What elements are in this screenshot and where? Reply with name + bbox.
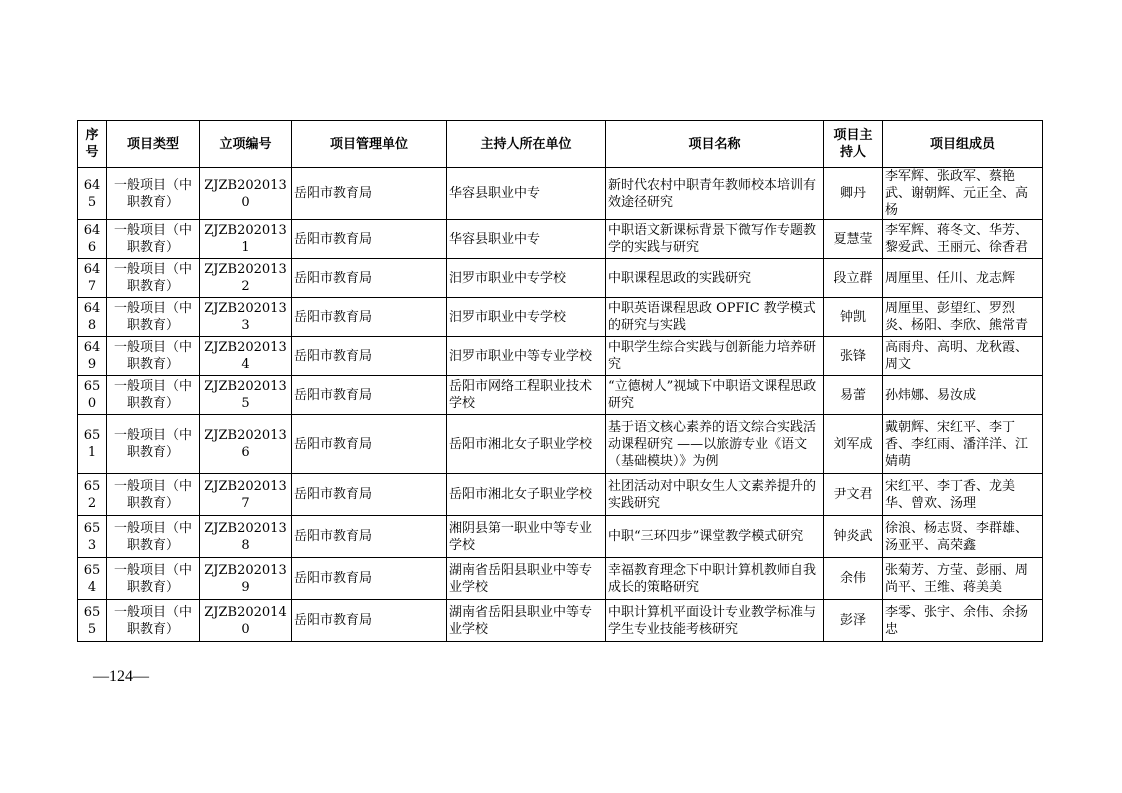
cell-seq: 650	[78, 376, 107, 415]
cell-host: 钟炎武	[824, 516, 883, 558]
cell-host: 段立群	[824, 259, 883, 298]
cell-name: “立德树人”视域下中职语文课程思政研究	[606, 376, 824, 415]
cell-members: 孙炜娜、易汝成	[883, 376, 1043, 415]
table-row	[78, 259, 1043, 298]
cell-seq: 645	[78, 168, 107, 220]
cell-host-unit: 岳阳市网络工程职业技术学校	[447, 376, 606, 415]
table-body	[78, 168, 1043, 642]
cell-type: 一般项目（中职教育）	[107, 376, 200, 415]
cell-host: 彭泽	[824, 600, 883, 642]
cell-host: 卿丹	[824, 168, 883, 220]
cell-seq: 652	[78, 474, 107, 516]
cell-seq: 646	[78, 220, 107, 259]
cell-type: 一般项目（中职教育）	[107, 415, 200, 474]
cell-type: 一般项目（中职教育）	[107, 298, 200, 337]
cell-members: 李零、张宇、余伟、余扬忠	[883, 600, 1043, 642]
cell-name: 幸福教育理念下中职计算机教师自我成长的策略研究	[606, 558, 824, 600]
cell-host: 钟凯	[824, 298, 883, 337]
cell-host-unit: 岳阳市湘北女子职业学校	[447, 474, 606, 516]
cell-type: 一般项目（中职教育）	[107, 600, 200, 642]
cell-mgmt: 岳阳市教育局	[292, 474, 447, 516]
cell-code: ZJZB2020139	[200, 558, 292, 600]
cell-name: 基于语文核心素养的语文综合实践活动课程研究 ——以旅游专业《语文（基础模块）》为例	[606, 415, 824, 474]
cell-name: 中职学生综合实践与创新能力培养研究	[606, 337, 824, 376]
cell-code: ZJZB2020134	[200, 337, 292, 376]
cell-seq: 651	[78, 415, 107, 474]
cell-seq: 647	[78, 259, 107, 298]
cell-name: 中职“三环四步”课堂教学模式研究	[606, 516, 824, 558]
header-name: 项目名称	[606, 121, 824, 168]
cell-code: ZJZB2020131	[200, 220, 292, 259]
header-seq: 序号	[78, 121, 107, 168]
table-row	[78, 376, 1043, 415]
cell-host-unit: 汨罗市职业中等专业学校	[447, 337, 606, 376]
header-type: 项目类型	[107, 121, 200, 168]
table-row	[78, 298, 1043, 337]
cell-host-unit: 岳阳市湘北女子职业学校	[447, 415, 606, 474]
header-code: 立项编号	[200, 121, 292, 168]
table-row	[78, 600, 1043, 642]
cell-mgmt: 岳阳市教育局	[292, 415, 447, 474]
cell-members: 戴朝辉、宋红平、李丁香、李红雨、潘洋洋、江婧萌	[883, 415, 1043, 474]
cell-host: 张锋	[824, 337, 883, 376]
cell-seq: 654	[78, 558, 107, 600]
header-host-unit: 主持人所在单位	[447, 121, 606, 168]
table-row	[78, 516, 1043, 558]
table-row	[78, 474, 1043, 516]
header-members: 项目组成员	[883, 121, 1043, 168]
table-header-row	[78, 121, 1043, 168]
cell-host-unit: 湖南省岳阳县职业中等专业学校	[447, 600, 606, 642]
cell-type: 一般项目（中职教育）	[107, 558, 200, 600]
cell-host: 尹文君	[824, 474, 883, 516]
cell-host: 夏慧莹	[824, 220, 883, 259]
cell-members: 周厘里、彭望红、罗烈炎、杨阳、李欣、熊常青	[883, 298, 1043, 337]
cell-type: 一般项目（中职教育）	[107, 474, 200, 516]
cell-host-unit: 湘阴县第一职业中等专业学校	[447, 516, 606, 558]
cell-code: ZJZB2020136	[200, 415, 292, 474]
cell-members: 徐浪、杨志贤、李群雄、汤亚平、高荣鑫	[883, 516, 1043, 558]
cell-code: ZJZB2020132	[200, 259, 292, 298]
cell-seq: 655	[78, 600, 107, 642]
table-row	[78, 168, 1043, 220]
cell-mgmt: 岳阳市教育局	[292, 220, 447, 259]
cell-code: ZJZB2020137	[200, 474, 292, 516]
cell-name: 中职计算机平面设计专业教学标准与学生专业技能考核研究	[606, 600, 824, 642]
cell-mgmt: 岳阳市教育局	[292, 516, 447, 558]
cell-host-unit: 华容县职业中专	[447, 168, 606, 220]
cell-members: 宋红平、李丁香、龙美华、曾欢、汤理	[883, 474, 1043, 516]
cell-name: 中职课程思政的实践研究	[606, 259, 824, 298]
cell-type: 一般项目（中职教育）	[107, 220, 200, 259]
cell-seq: 649	[78, 337, 107, 376]
table-row	[78, 220, 1043, 259]
cell-name: 社团活动对中职女生人文素养提升的实践研究	[606, 474, 824, 516]
cell-name: 中职语文新课标背景下微写作专题教学的实践与研究	[606, 220, 824, 259]
cell-host: 余伟	[824, 558, 883, 600]
cell-host: 易蕾	[824, 376, 883, 415]
cell-members: 李军辉、张政军、蔡艳武、谢朝辉、元正全、高杨	[883, 168, 1043, 220]
cell-seq: 648	[78, 298, 107, 337]
cell-code: ZJZB2020138	[200, 516, 292, 558]
cell-mgmt: 岳阳市教育局	[292, 259, 447, 298]
cell-code: ZJZB2020130	[200, 168, 292, 220]
cell-mgmt: 岳阳市教育局	[292, 600, 447, 642]
cell-members: 高雨舟、高明、龙秋霞、周文	[883, 337, 1043, 376]
cell-members: 李军辉、蒋冬文、华芳、黎爱武、王丽元、徐香君	[883, 220, 1043, 259]
cell-members: 周厘里、任川、龙志辉	[883, 259, 1043, 298]
header-mgmt: 项目管理单位	[292, 121, 447, 168]
cell-name: 中职英语课程思政 OPFIC 教学模式的研究与实践	[606, 298, 824, 337]
cell-host-unit: 汨罗市职业中专学校	[447, 298, 606, 337]
table-row	[78, 415, 1043, 474]
cell-host-unit: 湖南省岳阳县职业中等专业学校	[447, 558, 606, 600]
cell-mgmt: 岳阳市教育局	[292, 558, 447, 600]
cell-mgmt: 岳阳市教育局	[292, 168, 447, 220]
cell-type: 一般项目（中职教育）	[107, 516, 200, 558]
table-row	[78, 337, 1043, 376]
cell-host: 刘军成	[824, 415, 883, 474]
cell-name: 新时代农村中职青年教师校本培训有效途径研究	[606, 168, 824, 220]
cell-mgmt: 岳阳市教育局	[292, 337, 447, 376]
page-number: —124—	[93, 668, 149, 685]
cell-mgmt: 岳阳市教育局	[292, 376, 447, 415]
cell-code: ZJZB2020135	[200, 376, 292, 415]
table-row	[78, 558, 1043, 600]
cell-type: 一般项目（中职教育）	[107, 259, 200, 298]
cell-code: ZJZB2020140	[200, 600, 292, 642]
cell-host-unit: 华容县职业中专	[447, 220, 606, 259]
cell-seq: 653	[78, 516, 107, 558]
cell-type: 一般项目（中职教育）	[107, 337, 200, 376]
cell-type: 一般项目（中职教育）	[107, 168, 200, 220]
cell-members: 张菊芳、方莹、彭丽、周尚平、王维、蒋美美	[883, 558, 1043, 600]
cell-host-unit: 汨罗市职业中专学校	[447, 259, 606, 298]
cell-mgmt: 岳阳市教育局	[292, 298, 447, 337]
header-host: 项目主持人	[824, 121, 883, 168]
project-table	[77, 120, 1043, 642]
cell-code: ZJZB2020133	[200, 298, 292, 337]
